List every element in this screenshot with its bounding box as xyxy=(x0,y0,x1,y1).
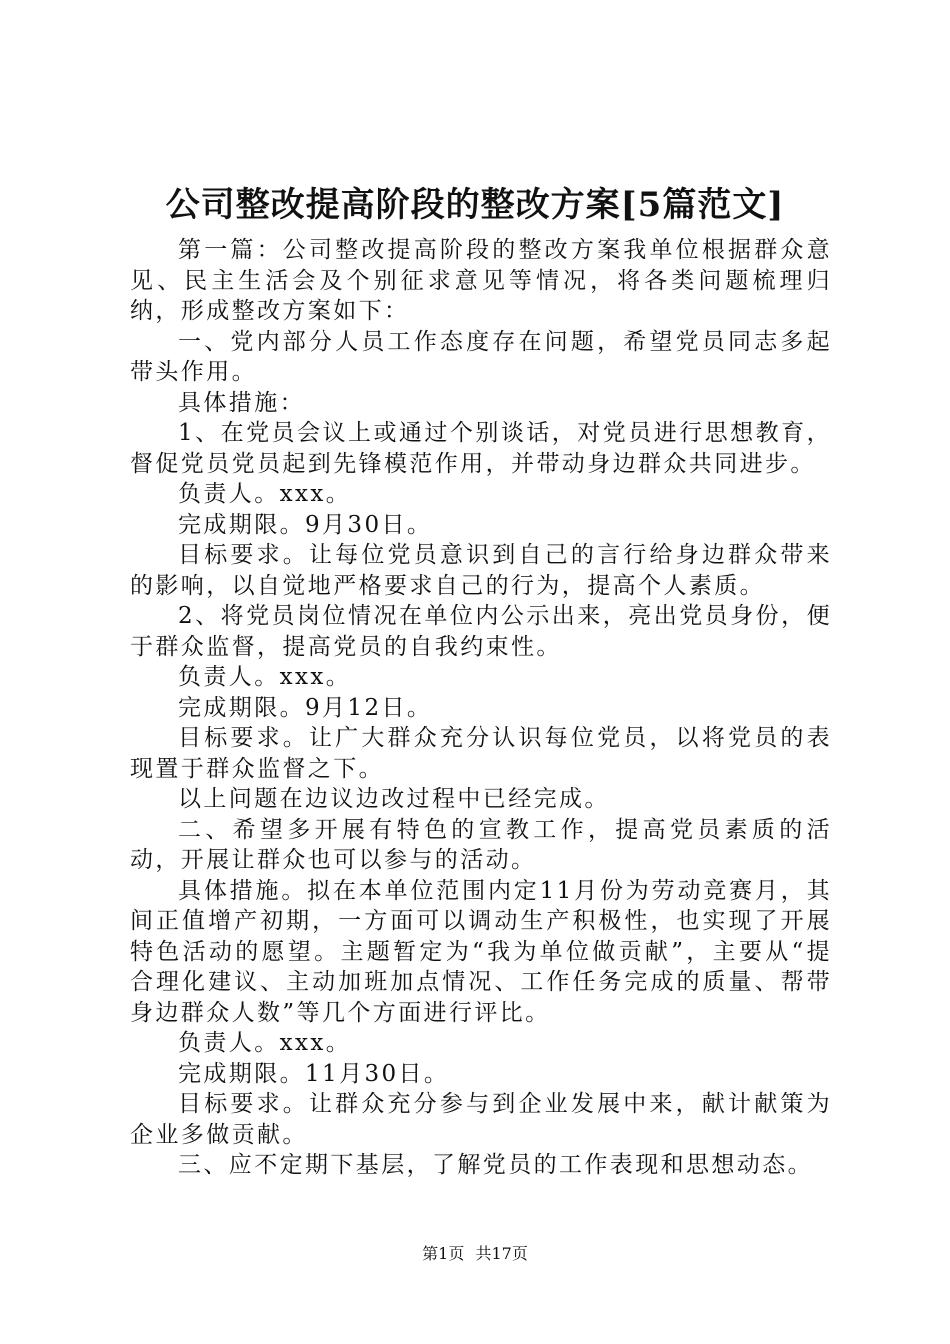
paragraph: 目标要求。让每位党员意识到自己的言行给身边群众带来的影响，以自觉地严格要求自己的行为，提高个人素质。 xyxy=(130,542,832,599)
paragraph: 完成期限。9月30日。 xyxy=(178,511,433,538)
paragraph: 2、将党员岗位情况在单位内公示出来，亮出党员身份，便于群众监督，提高党员的自我约束性。 xyxy=(130,603,832,660)
paragraph: 目标要求。让广大群众充分认识每位党员，以将党员的表现置于群众监督之下。 xyxy=(130,725,832,782)
page-number: 第1页 xyxy=(422,1244,465,1263)
paragraph: 1、在党员会议上或通过个别谈话，对党员进行思想教育，督促党员党员起到先锋模范作用，并带动身边群众共同进步。 xyxy=(130,420,832,477)
paragraph: 以上问题在边议边改过程中已经完成。 xyxy=(178,786,610,812)
paragraph: 具体措施。拟在本单位范围内定11月份为劳动竞赛月，其间正值增产初期，一方面可以调动生产积极性，也实现了开展特色活动的愿望。主题暂定为“我为单位做贡献”，主要从“提合理化建议、主动加班加点情况、工作任务完成的质量、帮带身边群众人数”等几个方面进行评比。 xyxy=(130,877,832,1026)
paragraph: 完成期限。9月12日。 xyxy=(178,694,433,721)
paragraph: 具体措施： xyxy=(178,389,305,416)
page-footer xyxy=(0,1243,950,1265)
paragraph: 三、应不定期下基层，了解党员的工作表现和思想动态。 xyxy=(178,1152,813,1178)
paragraph: 目标要求。让群众充分参与到企业发展中来，献计献策为企业多做贡献。 xyxy=(130,1091,832,1148)
paragraph: 负责人。xxx。 xyxy=(178,481,352,507)
paragraph: 第一篇：公司整改提高阶段的整改方案我单位根据群众意见、民主生活会及个别征求意见等情况，将各类问题梳理归纳，形成整改方案如下： xyxy=(130,237,832,324)
document-body xyxy=(130,235,832,1181)
page-total: 共17页 xyxy=(475,1244,528,1263)
document-title: 公司整改提高阶段的整改方案[5篇范文] xyxy=(165,185,785,225)
paragraph: 一、党内部分人员工作态度存在问题，希望党员同志多起带头作用。 xyxy=(130,328,832,385)
paragraph: 二、希望多开展有特色的宣教工作，提高党员素质的活动，开展让群众也可以参与的活动。 xyxy=(130,816,832,873)
paragraph: 负责人。xxx。 xyxy=(178,664,352,690)
paragraph: 完成期限。11月30日。 xyxy=(178,1060,450,1087)
paragraph: 负责人。xxx。 xyxy=(178,1030,352,1056)
